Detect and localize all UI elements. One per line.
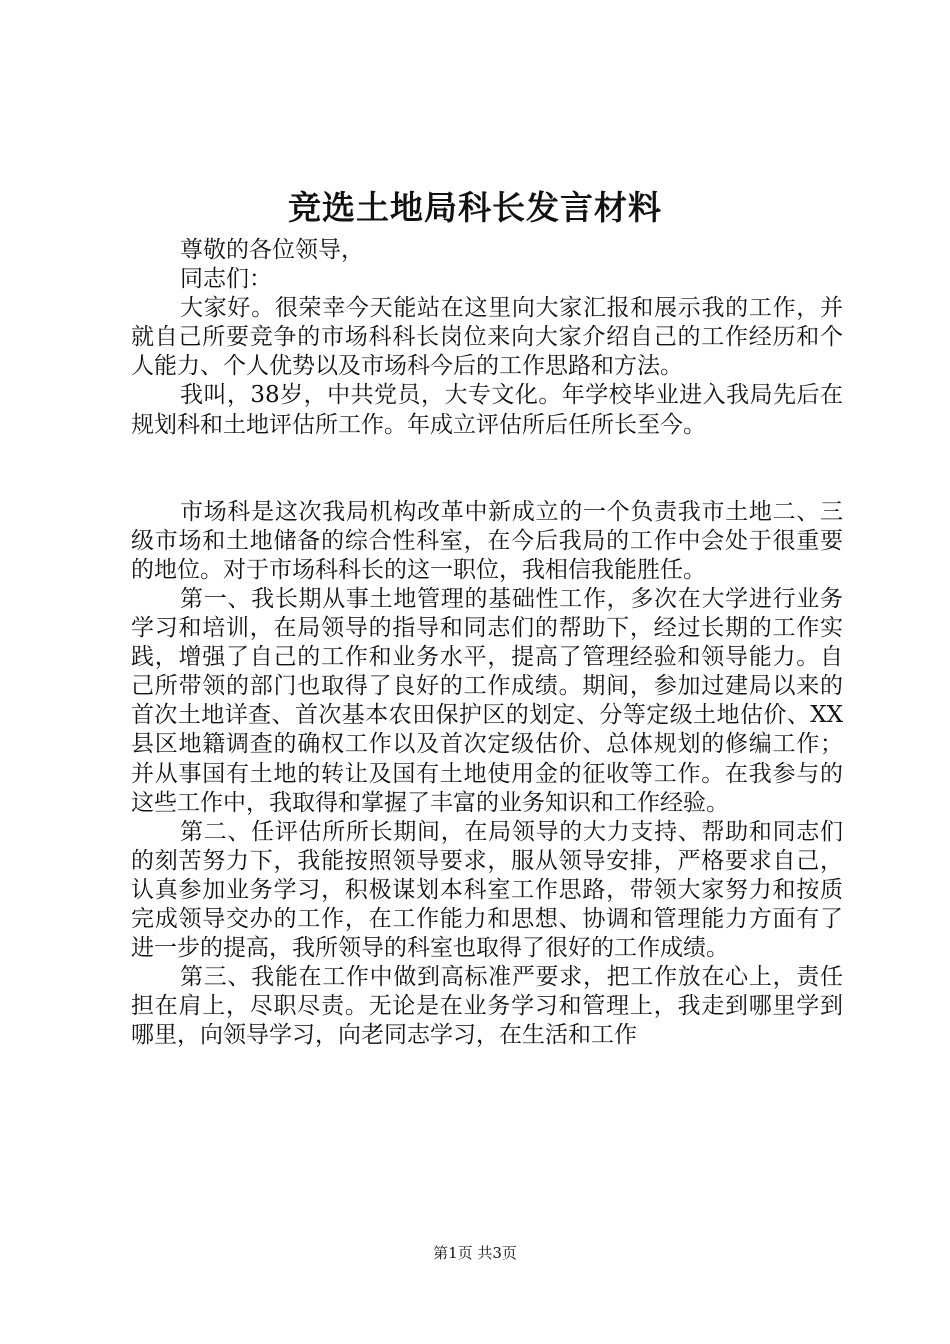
page-indicator: 第1页 共3页 bbox=[433, 1244, 517, 1262]
paragraph-point-two: 第二、任评估所所长期间，在局领导的大力支持、帮助和同志们的刻苦努力下，我能按照领导要求，服从领导安排，严格要求自己，认真参加业务学习，积极谋划本科室工作思路，带领大家努力和按质完成领导交办的工作，在工作能力和思想、协调和管理能力方面有了进一步的提高，我所领导的科室也取得了很好的工作成绩。 bbox=[131, 818, 843, 962]
salutation-comrades: 同志们： bbox=[180, 266, 272, 293]
paragraph-point-three: 第三、我能在工作中做到高标准严要求，把工作放在心上，责任担在肩上，尽职尽责。无论是在业务学习和管理上，我走到哪里学到哪里，向领导学习，向老同志学习，在生活和工作 bbox=[131, 964, 843, 1049]
paragraph-greeting: 大家好。很荣幸今天能站在这里向大家汇报和展示我的工作，并就自己所要竞争的市场科科长岗位来向大家介绍自己的工作经历和个人能力、个人优势以及市场科今后的工作思路和方法。 bbox=[131, 295, 843, 380]
salutation-leaders: 尊敬的各位领导， bbox=[180, 237, 364, 263]
paragraph-market-section: 市场科是这次我局机构改革中新成立的一个负责我市土地二、三级市场和土地储备的综合性科室，在今后我局的工作中会处于很重要的地位。对于市场科科长的这一职位，我相信我能胜任。 bbox=[131, 498, 843, 583]
document-title: 竞选土地局科长发言材料 bbox=[288, 188, 662, 227]
paragraph-self-intro: 我叫，38岁，中共党员，大专文化。年学校毕业进入我局先后在规划科和土地评估所工作。年成立评估所后任所长至今。 bbox=[131, 382, 843, 438]
paragraph-spacer bbox=[131, 440, 843, 498]
document-body bbox=[131, 236, 843, 1050]
paragraph-point-one: 第一、我长期从事土地管理的基础性工作，多次在大学进行业务学习和培训，在局领导的指导和同志们的帮助下，经过长期的工作实践，增强了自己的工作和业务水平，提高了管理经验和领导能力。自己所带领的部门也取得了良好的工作成绩。期间，参加过建局以来的首次土地详查、首次基本农田保护区的划定、分等定级土地估价、XX县区地籍调查的确权工作以及首次定级估价、总体规划的修编工作；并从事国有土地的转让及国有土地使用金的征收等工作。在我参与的这些工作中，我取得和掌握了丰富的业务知识和工作经验。 bbox=[131, 585, 843, 816]
